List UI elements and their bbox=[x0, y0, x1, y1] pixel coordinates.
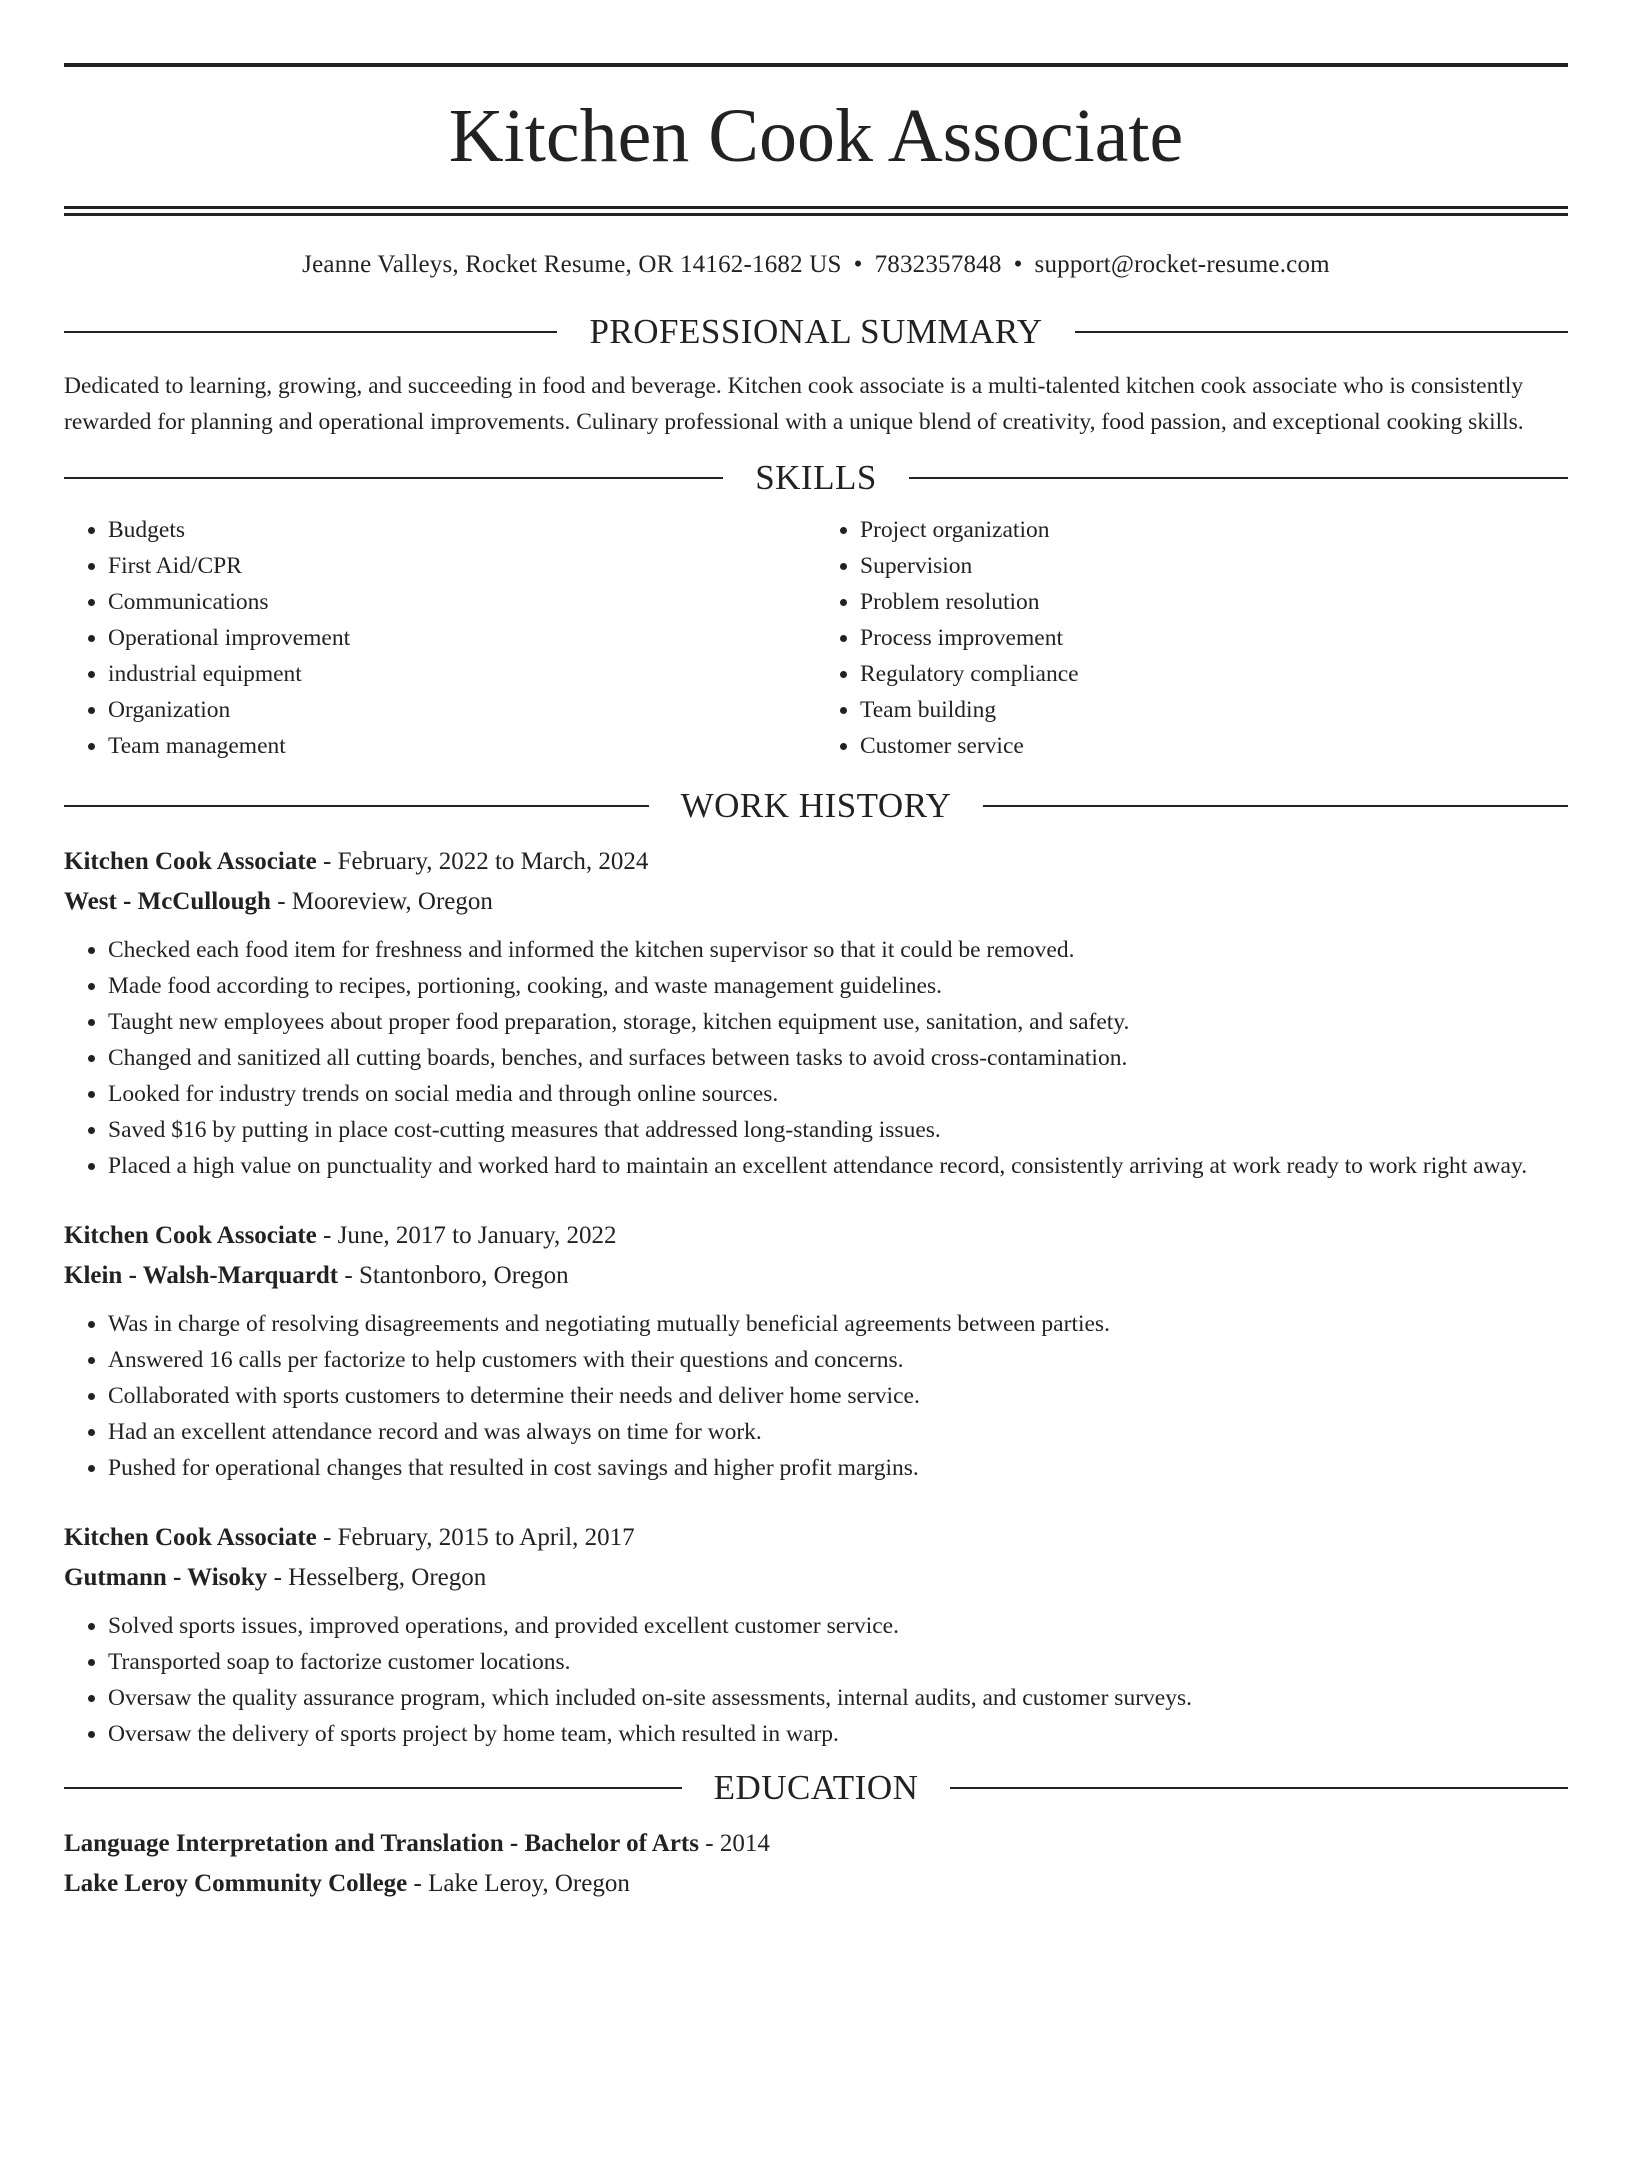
skill-item: • Budgets bbox=[108, 512, 816, 548]
section-heading-summary bbox=[64, 310, 1568, 354]
job-entry bbox=[64, 842, 1568, 1184]
job-bullet: • Was in charge of resolving disagreements and negotiating mutually beneficial agreements between parties. bbox=[108, 1306, 1568, 1342]
contact-phone: 7832357848 bbox=[874, 251, 1002, 278]
job-dates: June, 2017 to January, 2022 bbox=[337, 1222, 617, 1249]
job-dates: February, 2022 to March, 2024 bbox=[337, 848, 649, 875]
job-entry bbox=[64, 1518, 1568, 1752]
title-double-rule bbox=[64, 206, 1568, 216]
job-entry bbox=[64, 1216, 1568, 1486]
heading-rule bbox=[64, 331, 557, 333]
job-bullet: • Changed and sanitized all cutting boards, benches, and surfaces between tasks to avoid cross-contamination. bbox=[108, 1040, 1568, 1076]
skill-item: • Customer service bbox=[860, 728, 1568, 764]
job-bullet: • Collaborated with sports customers to determine their needs and deliver home service. bbox=[108, 1378, 1568, 1414]
job-title: Kitchen Cook Associate bbox=[64, 1524, 317, 1551]
section-title: WORK HISTORY bbox=[680, 786, 952, 825]
education-school: Lake Leroy Community College bbox=[64, 1870, 408, 1897]
skill-item: • Operational improvement bbox=[108, 620, 816, 656]
contact-separator: • bbox=[853, 251, 863, 278]
job-company-line: Gutmann - Wisoky - Hesselberg, Oregon bbox=[64, 1564, 487, 1591]
job-company: Gutmann - Wisoky bbox=[64, 1564, 268, 1591]
education-entry bbox=[64, 1824, 1568, 1904]
heading-rule bbox=[983, 805, 1568, 807]
contact-email: support@rocket-resume.com bbox=[1034, 251, 1330, 278]
job-location: Stantonboro, Oregon bbox=[358, 1262, 569, 1289]
contact-separator: • bbox=[1013, 251, 1023, 278]
skills-column-right bbox=[816, 512, 1568, 764]
job-location: Mooreview, Oregon bbox=[291, 888, 493, 915]
skills-column-left bbox=[64, 512, 816, 764]
job-company-line: Klein - Walsh-Marquardt - Stantonboro, Oregon bbox=[64, 1262, 569, 1289]
heading-rule bbox=[950, 1787, 1568, 1789]
job-bullet: • Looked for industry trends on social media and through online sources. bbox=[108, 1076, 1568, 1112]
job-company: Klein - Walsh-Marquardt bbox=[64, 1262, 339, 1289]
section-heading-skills bbox=[64, 456, 1568, 500]
skill-item: • Process improvement bbox=[860, 620, 1568, 656]
job-dates: February, 2015 to April, 2017 bbox=[337, 1524, 635, 1551]
job-location: Hesselberg, Oregon bbox=[288, 1564, 487, 1591]
job-bullet: • Pushed for operational changes that resulted in cost savings and higher profit margins. bbox=[108, 1450, 1568, 1486]
skill-item: • Team building bbox=[860, 692, 1568, 728]
skill-item: • industrial equipment bbox=[108, 656, 816, 692]
job-company-line: West - McCullough - Mooreview, Oregon bbox=[64, 888, 493, 915]
job-title-line: Kitchen Cook Associate - February, 2015 to April, 2017 bbox=[64, 1524, 635, 1551]
job-bullet: • Oversaw the delivery of sports project by home team, which resulted in warp. bbox=[108, 1716, 1568, 1752]
job-bullets bbox=[64, 932, 1568, 1184]
job-title: Kitchen Cook Associate bbox=[64, 1222, 317, 1249]
job-bullet: • Answered 16 calls per factorize to help customers with their questions and concerns. bbox=[108, 1342, 1568, 1378]
heading-rule bbox=[1075, 331, 1568, 333]
job-bullets bbox=[64, 1608, 1568, 1752]
job-title: Kitchen Cook Associate bbox=[64, 848, 317, 875]
education-year: 2014 bbox=[719, 1830, 770, 1857]
skill-item: • Project organization bbox=[860, 512, 1568, 548]
job-bullet: • Solved sports issues, improved operations, and provided excellent customer service. bbox=[108, 1608, 1568, 1644]
section-heading-work bbox=[64, 784, 1568, 828]
resume-page bbox=[0, 63, 1632, 2175]
contact-address: Jeanne Valleys, Rocket Resume, OR 14162-1682 US bbox=[302, 251, 842, 278]
education-degree-line: Language Interpretation and Translation - Bachelor of Arts - 2014 bbox=[64, 1830, 770, 1857]
job-bullet: • Had an excellent attendance record and was always on time for work. bbox=[108, 1414, 1568, 1450]
heading-rule bbox=[64, 1787, 682, 1789]
job-bullet: • Taught new employees about proper food preparation, storage, kitchen equipment use, sanitation, and safety. bbox=[108, 1004, 1568, 1040]
heading-rule bbox=[64, 805, 649, 807]
job-bullet: • Oversaw the quality assurance program, which included on-site assessments, internal audits, and customer surveys. bbox=[108, 1680, 1568, 1716]
section-title: PROFESSIONAL SUMMARY bbox=[589, 312, 1043, 351]
job-title-line: Kitchen Cook Associate - February, 2022 to March, 2024 bbox=[64, 848, 649, 875]
education-degree: Language Interpretation and Translation - Bachelor of Arts bbox=[64, 1830, 699, 1857]
job-bullet: • Transported soap to factorize customer locations. bbox=[108, 1644, 1568, 1680]
job-bullets bbox=[64, 1306, 1568, 1486]
section-title: EDUCATION bbox=[713, 1768, 919, 1807]
skill-item: • Communications bbox=[108, 584, 816, 620]
education-location: Lake Leroy, Oregon bbox=[428, 1870, 630, 1897]
job-title-line: Kitchen Cook Associate - June, 2017 to January, 2022 bbox=[64, 1222, 617, 1249]
contact-line bbox=[64, 250, 1568, 280]
job-bullet: • Made food according to recipes, portioning, cooking, and waste management guidelines. bbox=[108, 968, 1568, 1004]
skills-list bbox=[64, 512, 1568, 764]
skill-item: • Problem resolution bbox=[860, 584, 1568, 620]
education-school-line: Lake Leroy Community College - Lake Leroy, Oregon bbox=[64, 1870, 630, 1897]
resume-title: Kitchen Cook Associate bbox=[448, 94, 1184, 178]
skill-item: • Regulatory compliance bbox=[860, 656, 1568, 692]
skill-item: • Supervision bbox=[860, 548, 1568, 584]
skill-item: • First Aid/CPR bbox=[108, 548, 816, 584]
skill-item: • Organization bbox=[108, 692, 816, 728]
heading-rule bbox=[909, 477, 1568, 479]
heading-rule bbox=[64, 477, 723, 479]
section-title: SKILLS bbox=[755, 458, 877, 497]
job-company: West - McCullough bbox=[64, 888, 271, 915]
job-bullet: • Placed a high value on punctuality and worked hard to maintain an excellent attendance record, consistently arriving at work ready to work right away. bbox=[108, 1148, 1568, 1184]
job-bullet: • Saved $16 by putting in place cost-cutting measures that addressed long-standing issues. bbox=[108, 1112, 1568, 1148]
skill-item: • Team management bbox=[108, 728, 816, 764]
section-heading-education bbox=[64, 1766, 1568, 1810]
summary-text: Dedicated to learning, growing, and succeeding in food and beverage. Kitchen cook associate is a multi-talented kitchen cook associate who is consistently rewarded for planning and operational improvements. Culinary professional with a unique blend of creativity, food passion, and exceptional cooking skills. bbox=[64, 373, 1524, 435]
job-bullet: • Checked each food item for freshness and informed the kitchen supervisor so that it could be removed. bbox=[108, 932, 1568, 968]
